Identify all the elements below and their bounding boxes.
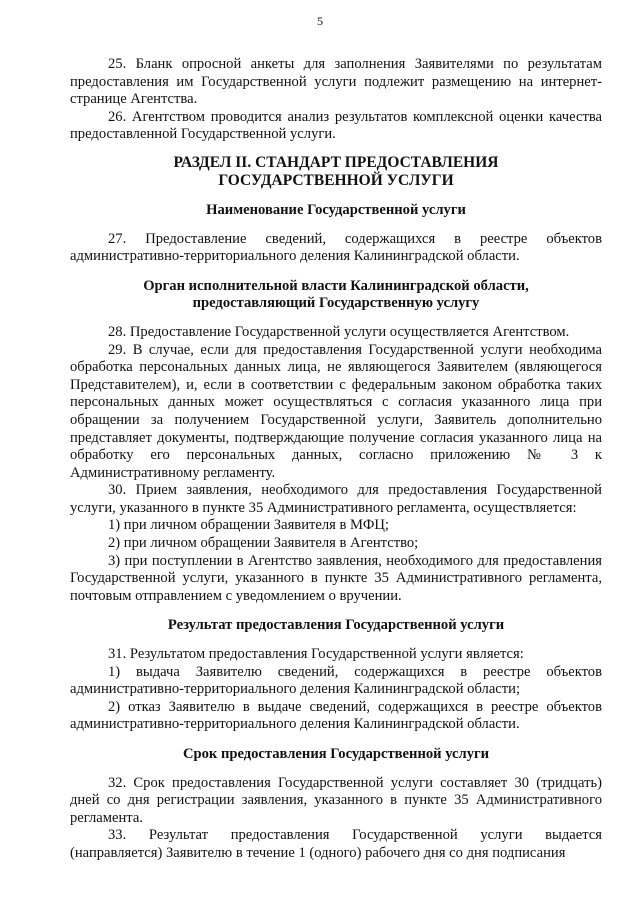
paragraph: 1) при личном обращении Заявителя в МФЦ;	[108, 517, 389, 534]
paragraph: 30. Прием заявления, необходимого для предоставления Государственной услуги, указанного в пункте 35 Административного регламента, осуществляется:	[70, 482, 602, 516]
heading-line: предоставляющий Государственную услугу	[192, 295, 480, 312]
paragraph: 3) при поступлении в Агентство заявления, необходимого для предоставления Государственной услуги, указанного в пункте 35 Административного регламента, почтовым отправлением с уведомлением о вручении.	[70, 552, 602, 604]
paragraph: 32. Срок предоставления Государственной услуги составляет 30 (тридцать) дней со дня регистрации заявления, указанного в пункте 35 Административного регламента.	[70, 774, 602, 826]
paragraph: 28. Предоставление Государственной услуги осуществляется Агентством.	[108, 323, 570, 340]
heading-line: РАЗДЕЛ II. СТАНДАРТ ПРЕДОСТАВЛЕНИЯ	[173, 153, 499, 171]
paragraph: 31. Результатом предоставления Государственной услуги является:	[108, 646, 524, 663]
heading-line: Срок предоставления Государственной услуги	[182, 746, 490, 762]
document-body	[70, 56, 602, 863]
heading-line: Орган исполнительной власти Калининградской области,	[143, 277, 529, 294]
paragraph: 26. Агентством проводится анализ результатов комплексной оценки качества предоставленной Государственной услуги.	[70, 108, 602, 143]
paragraph: 1) выдача Заявителю сведений, содержащихся в реестре объектов административно-территориального деления Калининградской области;	[70, 663, 602, 698]
page-number: 5	[317, 14, 323, 28]
subsection-heading	[70, 617, 602, 635]
paragraph: 2) при личном обращении Заявителя в Агентство;	[108, 535, 419, 552]
paragraph: 27. Предоставление сведений, содержащихся в реестре объектов административно-территориального деления Калининградской области.	[70, 230, 602, 265]
subsection-heading	[70, 746, 602, 764]
paragraph: 29. В случае, если для предоставления Государственной услуги необходима обработка персональных данных лица, не являющегося Заявителем (являющегося Представителем), и, если в соответствии с федеральным законом обработка таких персональных данных может осуществляться с согласия указанного лица при обращении за получением Государственной услуги, Заявитель дополнительно представляет документы, подтверждающие получение согласия указанного лица на обработку его персональных данных, согласно приложению № 3 к Административному регламенту.	[70, 341, 602, 481]
heading-line: ГОСУДАРСТВЕННОЙ УСЛУГИ	[218, 171, 454, 189]
paragraph: 2) отказ Заявителю в выдаче сведений, содержащихся в реестре объектов административно-территориального деления Калининградской области.	[70, 698, 602, 733]
section-heading	[70, 154, 602, 190]
heading-line: Результат предоставления Государственной услуги	[167, 617, 505, 634]
paragraph: 25. Бланк опросной анкеты для заполнения Заявителями по результатам предоставления им Государственной услуги подлежит размещению на интернет-странице Агентства.	[70, 56, 602, 108]
subsection-heading	[70, 278, 602, 313]
subsection-heading	[70, 202, 602, 220]
heading-line: Наименование Государственной услуги	[206, 201, 466, 218]
paragraph: 33. Результат предоставления Государственной услуги выдается (направляется) Заявителю в течение 1 (одного) рабочего дня со дня подписания	[70, 827, 602, 861]
